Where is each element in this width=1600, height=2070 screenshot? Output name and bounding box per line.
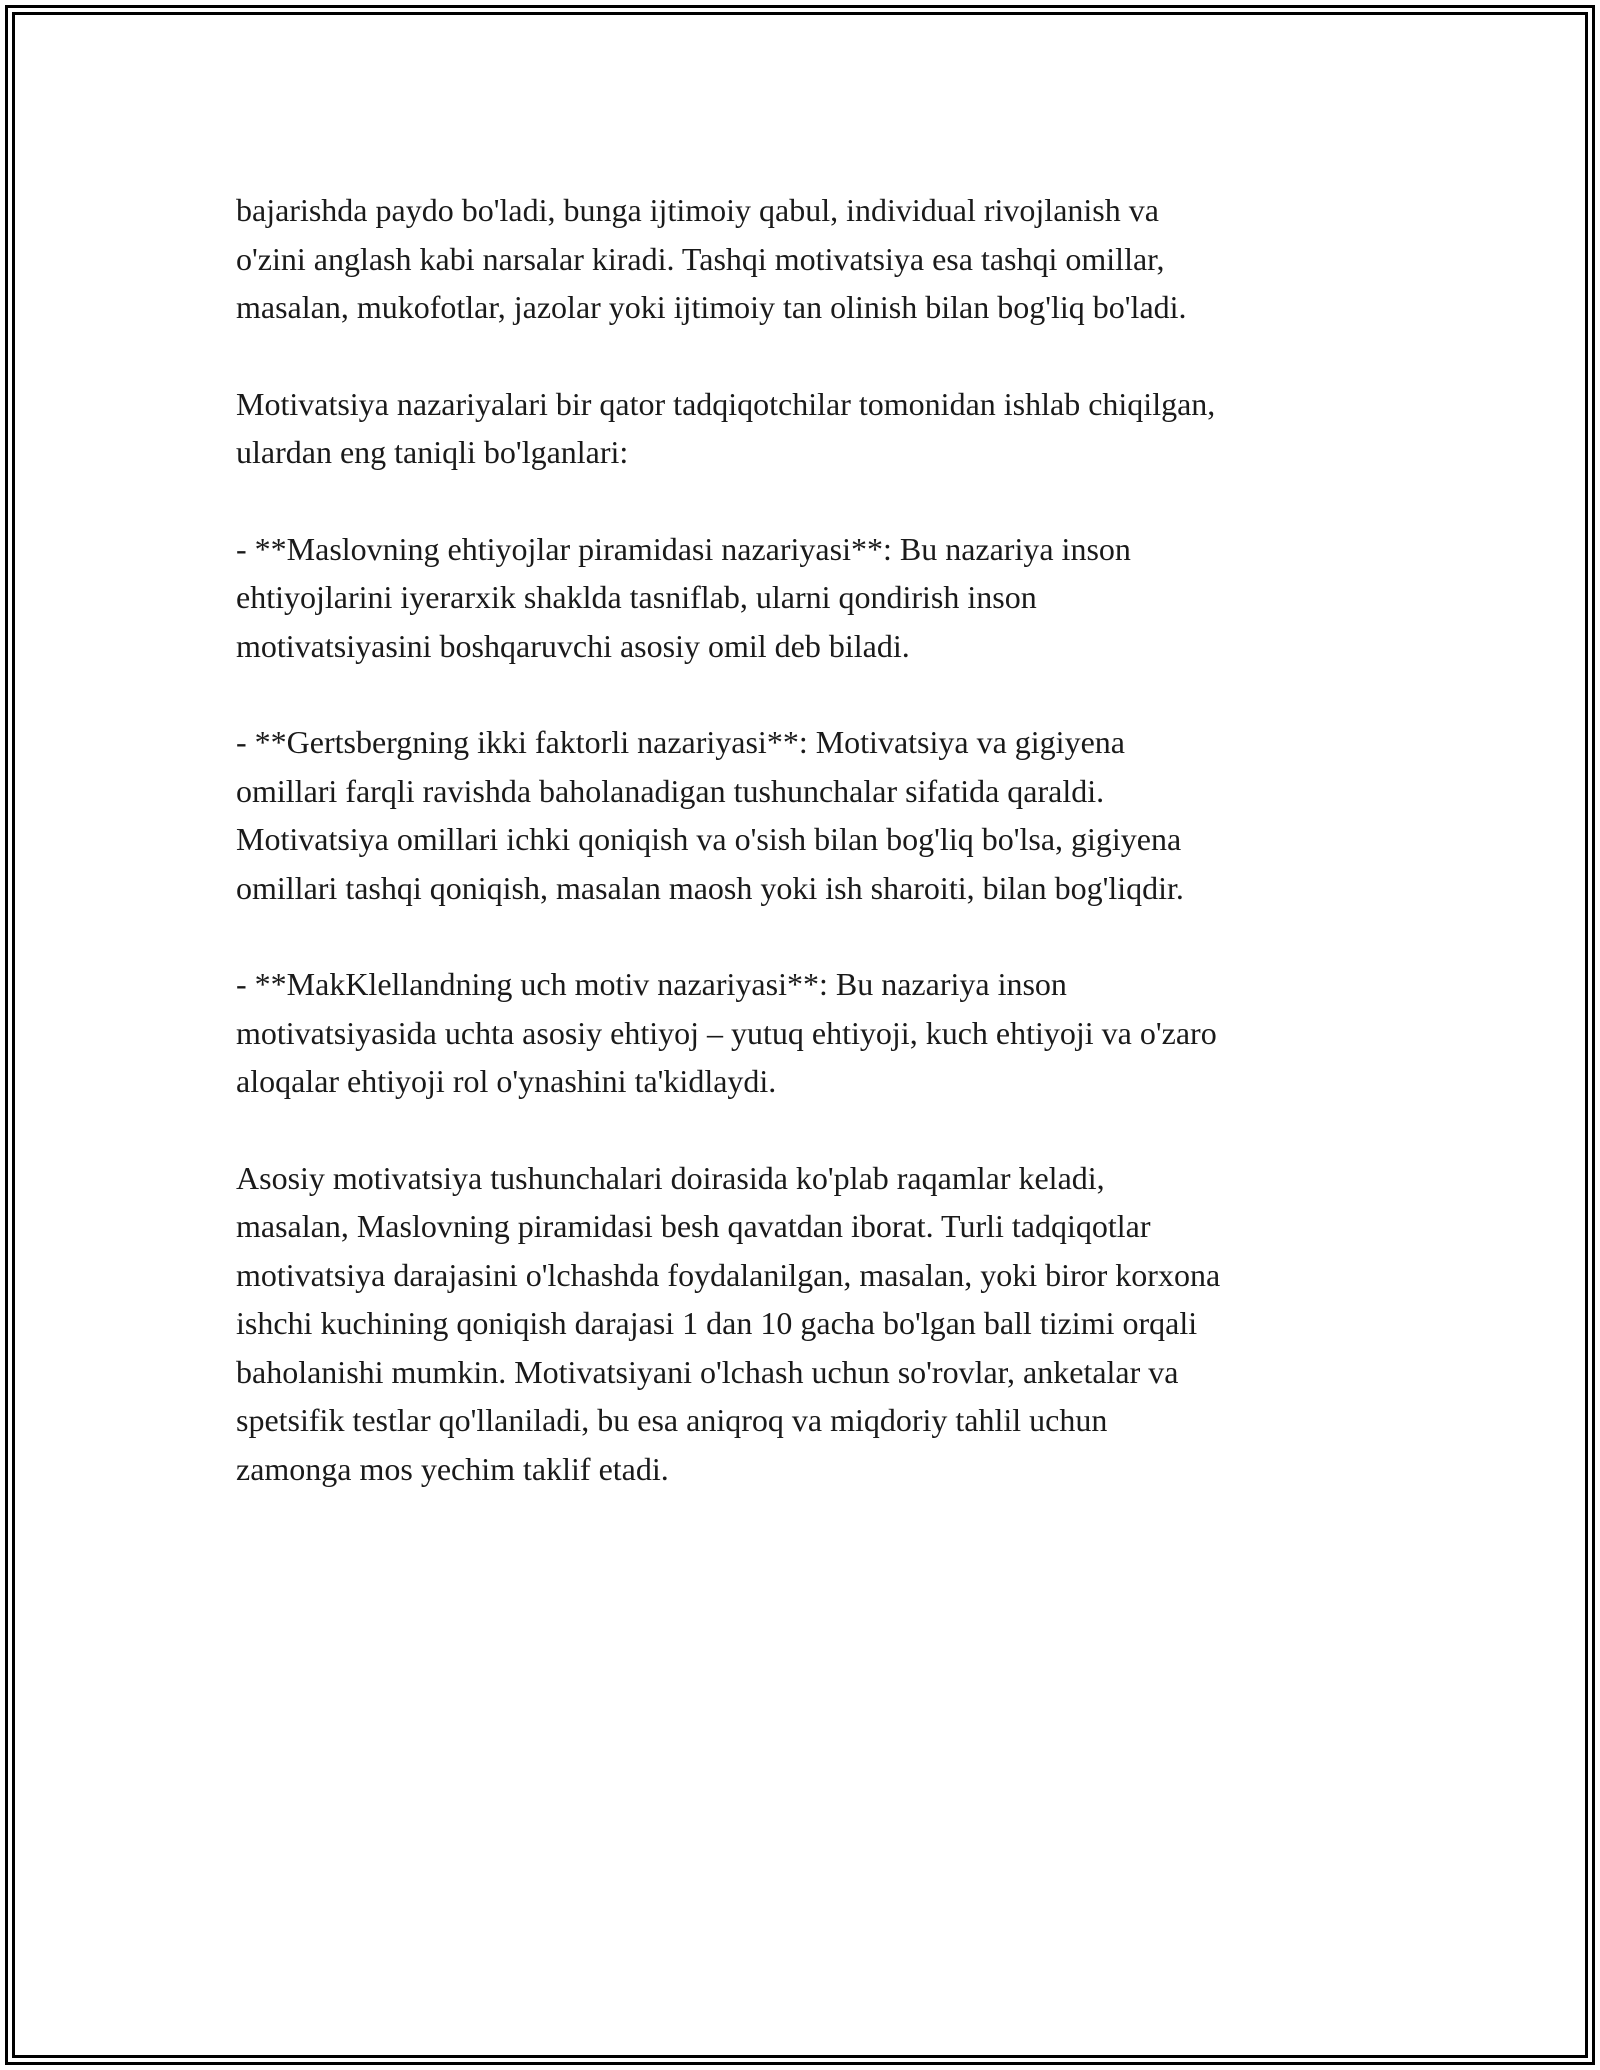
paragraph-measurement: Asosiy motivatsiya tushunchalari doirasida ko'plab raqamlar keladi, masalan, Maslovning piramidasi besh qavatdan iborat. Turli tadqiqotlar motivatsiya darajasini o'lchashda foydalanilgan, masalan, yoki biror korxona ishchi kuchining qoniqish darajasi 1 dan 10 gacha bo'lgan ball tizimi orqali baholanishi mumkin. Motivatsiyani o'lchash uchun so'rovlar, anketalar va spetsifik testlar qo'llaniladi, bu esa aniqroq va miqdoriy tahlil uchun zamonga mos yechim taklif etadi.: [236, 1159, 1221, 1487]
document-body: [236, 186, 1416, 1541]
list-item-herzberg: - **Gertsbergning ikki faktorli nazariyasi**: Motivatsiya va gigiyena omillari farqli ravishda baholanadigan tushunchalar sifatida qaraldi. Motivatsiya omillari ichki qoniqish va o'sish bilan bog'liq bo'lsa, gigiyena omillari tashqi qoniqish, masalan maosh yoki ish sharoiti, bilan bog'liqdir.: [236, 724, 1184, 906]
list-item-mcclelland: - **MakKlellandning uch motiv nazariyasi**: Bu nazariya inson motivatsiyasida uchta asosiy ehtiyoj – yutuq ehtiyoji, kuch ehtiyoji va o'zaro aloqalar ehtiyoji rol o'ynashini ta'kidlaydi.: [236, 966, 1217, 1099]
paragraph-theories-intro: Motivatsiya nazariyalari bir qator tadqiqotchilar tomonidan ishlab chiqilgan, ulardan eng taniqli bo'lganlari:: [236, 385, 1216, 470]
list-item-maslow: - **Maslovning ehtiyojlar piramidasi nazariyasi**: Bu nazariya inson ehtiyojlarini iyerarxik shaklda tasniflab, ularni qondirish inson motivatsiyasini boshqaruvchi asosiy omil deb biladi.: [236, 530, 1131, 664]
paragraph-intrinsic-extrinsic: bajarishda paydo bo'ladi, bunga ijtimoiy qabul, individual rivojlanish va o'zini anglash kabi narsalar kiradi. Tashqi motivatsiya esa tashqi omillar, masalan, mukofotlar, jazolar yoki ijtimoiy tan olinish bilan bog'liq bo'ladi.: [236, 192, 1187, 325]
